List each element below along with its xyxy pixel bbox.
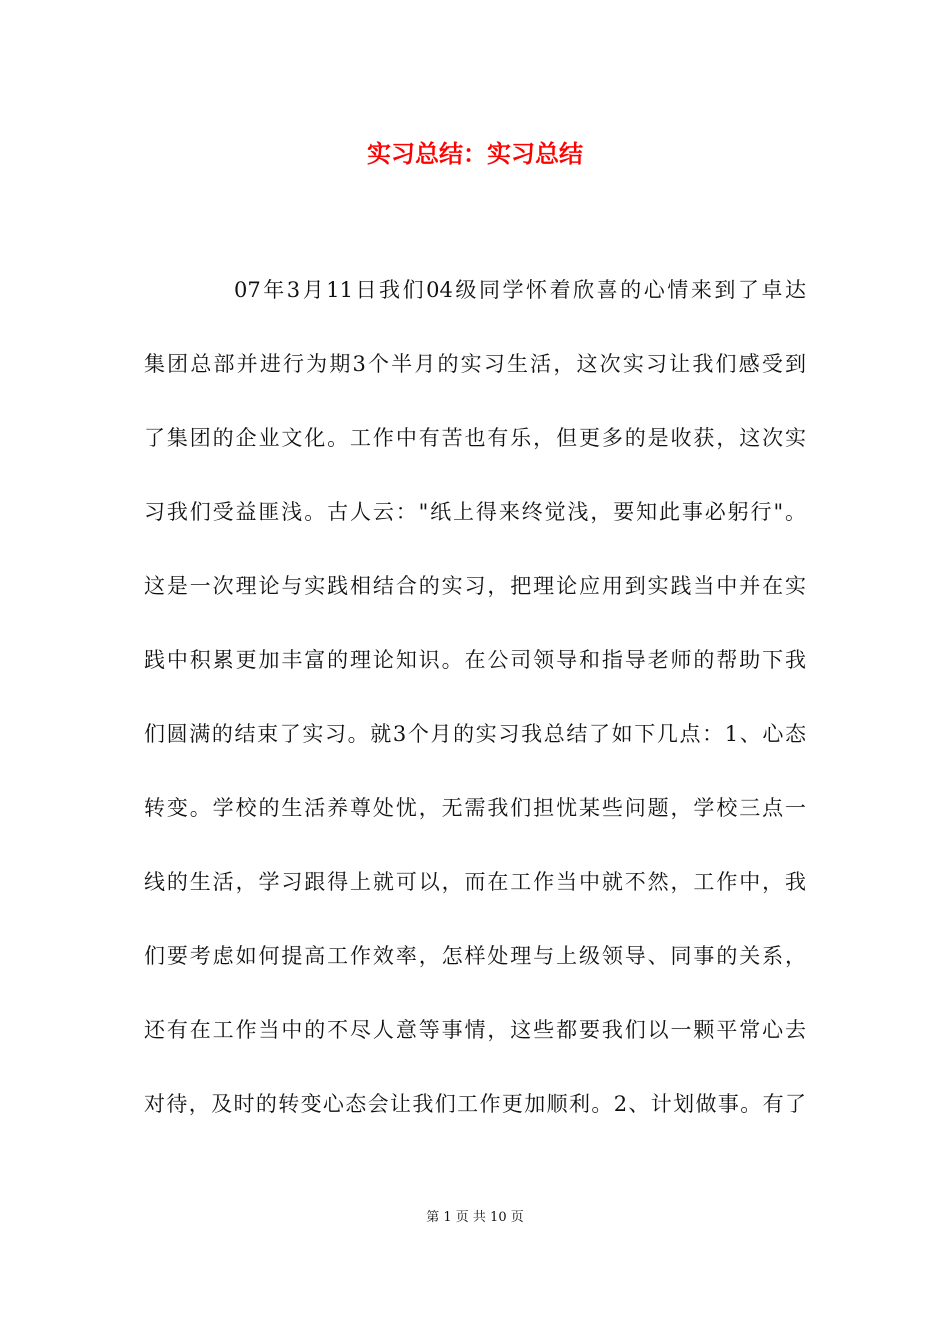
body-line-3: 了集团的企业文化。工作中有苦也有乐，但更多的是收获，这次实 [144, 426, 806, 450]
body-line-5: 这是一次理论与实践相结合的实习，把理论应用到实践当中并在实 [144, 574, 806, 598]
document-title: 实习总结：实习总结 [367, 139, 583, 168]
body-line-10: 们要考虑如何提高工作效率，怎样处理与上级领导、同事的关系， [144, 944, 806, 968]
body-line-4: 习我们受益匪浅。古人云："纸上得来终觉浅，要知此事必躬行"。 [144, 500, 806, 524]
body-line-12: 对待，及时的转变心态会让我们工作更加顺利。2、计划做事。有了 [144, 1092, 806, 1116]
body-line-6: 践中积累更加丰富的理论知识。在公司领导和指导老师的帮助下我 [144, 648, 806, 672]
body-line-11: 还有在工作当中的不尽人意等事情，这些都要我们以一颗平常心去 [144, 1018, 806, 1042]
body-line-8: 转变。学校的生活养尊处忧，无需我们担忧某些问题，学校三点一 [144, 796, 806, 820]
body-line-2: 集团总部并进行为期3个半月的实习生活，这次实习让我们感受到 [144, 352, 806, 376]
body-line-1: 07年3月11日我们04级同学怀着欣喜的心情来到了卓达 [234, 278, 806, 302]
page-footer: 第 1 页 共 10 页 [426, 1210, 524, 1225]
body-line-9: 线的生活，学习跟得上就可以，而在工作当中就不然，工作中，我 [144, 870, 806, 894]
body-line-7: 们圆满的结束了实习。就3个月的实习我总结了如下几点：1、心态 [144, 722, 806, 746]
